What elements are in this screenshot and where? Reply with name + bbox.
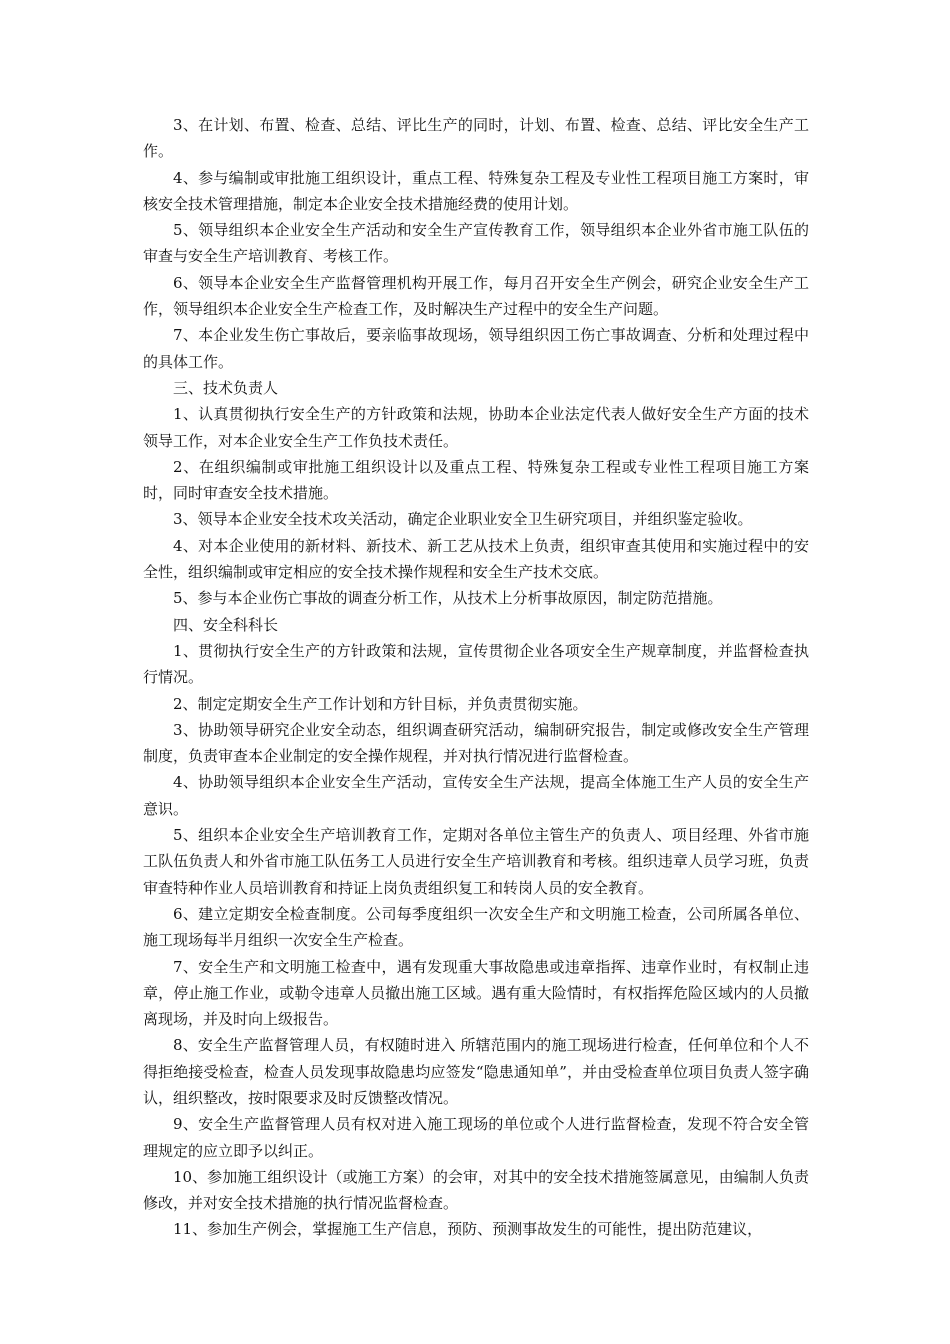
paragraph: 10、参加施工组织设计（或施工方案）的会审，对其中的安全技术措施签属意见，由编制人负责修改，并对安全技术措施的执行情况监督检查。 [143, 1167, 809, 1213]
paragraph: 11、参加生产例会，掌握施工生产信息，预防、预测事故发生的可能性，提出防范建议， [173, 1220, 763, 1239]
paragraph: 6、建立定期安全检查制度。公司每季度组织一次安全生产和文明施工检查，公司所属各单位、施工现场每半月组织一次安全生产检查。 [143, 904, 809, 950]
paragraph: 4、参与编制或审批施工组织设计，重点工程、特殊复杂工程及专业性工程项目施工方案时，审核安全技术管理措施，制定本企业安全技术措施经费的使用计划。 [143, 168, 809, 213]
paragraph: 4、协助领导组织本企业安全生产活动，宣传安全生产法规，提高全体施工生产人员的安全生产意识。 [143, 773, 809, 818]
paragraph: 9、安全生产监督管理人员有权对进入施工现场的单位或个人进行监督检查，发现不符合安全管理规定的应立即予以纠正。 [143, 1115, 809, 1160]
paragraph: 1、贯彻执行安全生产的方针政策和法规，宣传贯彻企业各项安全生产规章制度，并监督检查执行情况。 [143, 641, 809, 687]
paragraph: 4、对本企业使用的新材料、新技术、新工艺从技术上负责，组织审查其使用和实施过程中的安全性，组织编制或审定相应的安全技术操作规程和安全生产技术交底。 [143, 536, 809, 582]
paragraph: 3、领导本企业安全技术攻关活动，确定企业职业安全卫生研究项目，并组织鉴定验收。 [173, 510, 753, 529]
paragraph: 8、安全生产监督管理人员，有权随时进入 所辖范围内的施工现场进行检查，任何单位和个人不得拒绝接受检查，检查人员发现事故隐患均应签发“隐患通知单”，并由受检查单位项目负责人签字确认，组织整改，按时限要求及时反馈整改情况。 [143, 1036, 809, 1107]
paragraph: 5、组织本企业安全生产培训教育工作，定期对各单位主管生产的负责人、项目经理、外省市施工队伍负责人和外省市施工队伍务工人员进行安全生产培训教育和考核。组织违章人员学习班，负责审查特种作业人员培训教育和持证上岗负责组织复工和转岗人员的安全教育。 [143, 826, 809, 897]
section-heading: 三、技术负责人 [173, 378, 279, 397]
paragraph: 5、参与本企业伤亡事故的调查分析工作，从技术上分析事故原因，制定防范措施。 [173, 589, 723, 608]
paragraph: 3、在计划、布置、检查、总结、评比生产的同时，计划、布置、检查、总结、评比安全生产工作。 [143, 116, 809, 161]
document-page [143, 112, 809, 1243]
paragraph: 2、制定定期安全生产工作计划和方针目标，并负责贯彻实施。 [173, 694, 588, 713]
paragraph: 2、在组织编制或审批施工组织设计以及重点工程、特殊复杂工程或专业性工程项目施工方案时，同时审查安全技术措施。 [143, 457, 809, 503]
paragraph: 3、协助领导研究企业安全动态，组织调查研究活动，编制研究报告，制定或修改安全生产管理制度，负责审查本企业制定的安全操作规程，并对执行情况进行监督检查。 [143, 720, 809, 766]
paragraph: 6、领导本企业安全生产监督管理机构开展工作，每月召开安全生产例会，研究企业安全生产工作，领导组织本企业安全生产检查工作，及时解决生产过程中的安全生产问题。 [143, 273, 809, 319]
paragraph: 1、认真贯彻执行安全生产的方针政策和法规，协助本企业法定代表人做好安全生产方面的技术领导工作，对本企业安全生产工作负技术责任。 [143, 405, 809, 450]
paragraph: 5、领导组织本企业安全生产活动和安全生产宣传教育工作，领导组织本企业外省市施工队伍的审查与安全生产培训教育、考核工作。 [143, 221, 809, 266]
section-heading: 四、安全科科长 [173, 615, 279, 634]
paragraph: 7、本企业发生伤亡事故后，要亲临事故现场，领导组织因工伤亡事故调查、分析和处理过程中的具体工作。 [143, 326, 809, 371]
paragraph: 7、安全生产和文明施工检查中，遇有发现重大事故隐患或违章指挥、违章作业时，有权制止违章，停止施工作业，或勒令违章人员撤出施工区域。遇有重大险情时，有权指挥危险区域内的人员撤离现场，并及时向上级报告。 [143, 957, 809, 1029]
